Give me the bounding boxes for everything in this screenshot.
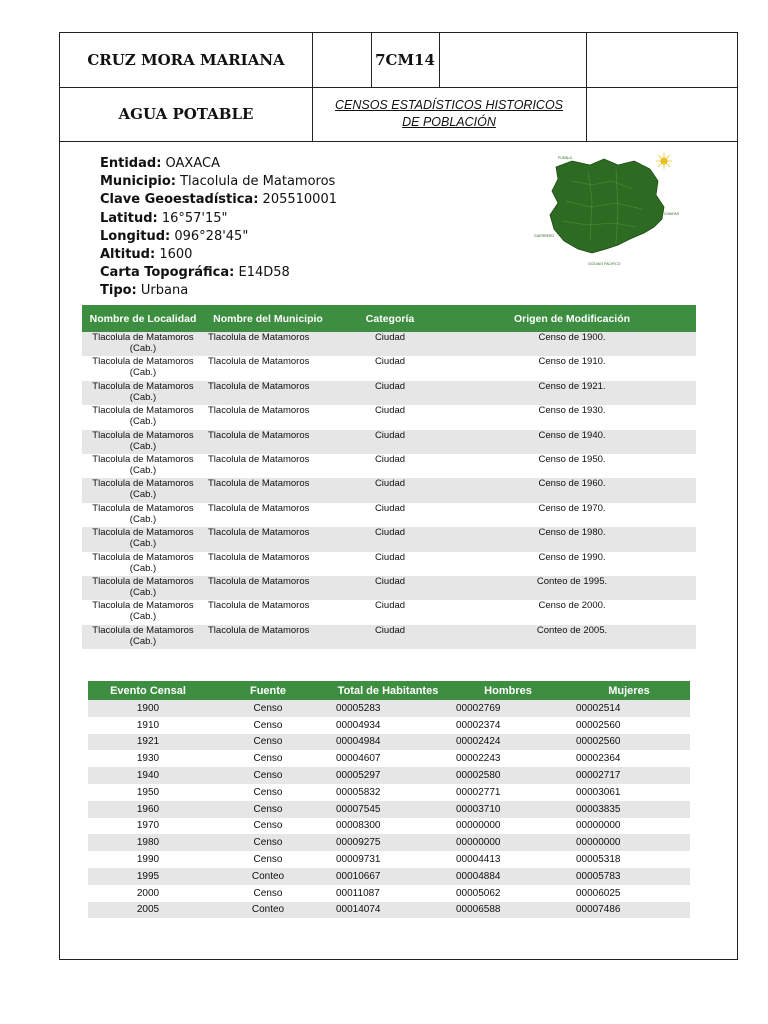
column-divider	[586, 33, 587, 141]
header-municipio: Nombre del Municipio	[204, 305, 332, 332]
header-evento: Evento Censal	[88, 681, 208, 700]
table-row	[88, 750, 690, 767]
table-row	[82, 356, 696, 380]
table-row	[88, 851, 690, 868]
total-cell: 00005832	[336, 786, 381, 798]
total-cell: 00014074	[328, 902, 448, 919]
info-municipio: Municipio: Tlacolula de Matamoros	[100, 174, 336, 190]
total-cell: 00011087	[336, 887, 380, 899]
header-categoria: Categoría	[332, 305, 448, 332]
evento-cell: 1940	[88, 767, 208, 784]
evento-cell: 1960	[88, 801, 208, 818]
table-row	[82, 454, 696, 478]
origen-cell: Censo de 1960.	[448, 478, 696, 502]
localidad-cell: Tlacolula de Matamoros (Cab.)	[82, 332, 204, 356]
categoria-cell: Ciudad	[374, 600, 406, 612]
mujeres-cell: 00000000	[576, 820, 621, 832]
total-cell: 00009731	[336, 854, 381, 866]
table-row	[88, 902, 690, 919]
localidad-cell: Tlacolula de Matamoros (Cab.)	[92, 405, 194, 428]
hombres-cell: 00000000	[456, 820, 501, 832]
table-row	[88, 868, 690, 885]
hombres-cell: 00002374	[456, 719, 501, 731]
column-divider	[439, 33, 440, 87]
localidades-header-row	[82, 305, 696, 332]
mujeres-cell: 00003061	[576, 786, 621, 798]
categoria-cell: Ciudad	[332, 430, 448, 454]
hombres-cell: 00005062	[456, 887, 501, 899]
info-entidad: Entidad: OAXACA	[100, 156, 220, 171]
origen-cell: Censo de 1910.	[538, 356, 606, 368]
total-cell: 00007545	[328, 801, 448, 818]
hombres-cell: 00002580	[448, 767, 568, 784]
hombres-cell: 00002424	[448, 734, 568, 751]
info-clave: Clave Geoestadística: 205510001	[100, 192, 337, 208]
fuente-cell: Censo	[208, 767, 328, 784]
evento-cell: 1970	[136, 820, 160, 832]
info-altitud: Altitud: 1600	[100, 247, 193, 263]
table-row	[88, 818, 690, 835]
origen-cell: Censo de 2000.	[538, 600, 606, 612]
localidad-cell: Tlacolula de Matamoros (Cab.)	[92, 453, 194, 476]
hombres-cell: 00002771	[456, 786, 501, 798]
localidad-cell: Tlacolula de Matamoros (Cab.)	[82, 430, 204, 454]
header-mujeres: Mujeres	[568, 681, 690, 700]
mujeres-cell: 00006025	[576, 887, 621, 899]
group-code: 7CM14	[375, 51, 435, 69]
localidad-cell: Tlacolula de Matamoros (Cab.)	[82, 527, 204, 551]
hombres-cell: 00004884	[448, 868, 568, 885]
localidad-cell: Tlacolula de Matamoros (Cab.)	[92, 356, 194, 379]
censos-table	[88, 681, 690, 918]
localidad-cell: Tlacolula de Matamoros (Cab.)	[82, 381, 204, 405]
origen-cell: Censo de 1970.	[538, 502, 606, 514]
localidad-cell: Tlacolula de Matamoros (Cab.)	[92, 600, 194, 623]
origen-cell: Censo de 1950.	[538, 453, 606, 465]
hombres-cell: 00006588	[448, 902, 568, 919]
table-row	[82, 527, 696, 551]
fuente-cell: Censo	[208, 801, 328, 818]
mujeres-cell: 00005318	[576, 854, 621, 866]
localidad-cell: Tlacolula de Matamoros (Cab.)	[82, 625, 204, 649]
categoria-cell: Ciudad	[332, 332, 448, 356]
svg-text:OCEANO PACIFICO: OCEANO PACIFICO	[588, 262, 621, 266]
municipio-cell: Tlacolula de Matamoros	[204, 576, 332, 600]
hombres-cell: 00002243	[456, 753, 501, 765]
header-localidad: Nombre de Localidad	[82, 305, 204, 332]
total-cell: 00004984	[328, 734, 448, 751]
info-latitud: Latitud: 16°57'15"	[100, 210, 228, 226]
municipio-cell: Tlacolula de Matamoros	[208, 453, 310, 465]
hombres-cell: 00004413	[456, 854, 501, 866]
table-row	[88, 885, 690, 902]
categoria-cell: Ciudad	[332, 478, 448, 502]
categoria-cell: Ciudad	[374, 551, 406, 563]
fuente-cell: Censo	[253, 719, 283, 731]
author-name: CRUZ MORA MARIANA	[87, 51, 285, 69]
localidad-cell: Tlacolula de Matamoros (Cab.)	[92, 502, 194, 525]
categoria-cell: Ciudad	[332, 527, 448, 551]
table-row	[88, 717, 690, 734]
evento-cell: 1990	[136, 854, 160, 866]
total-cell: 00004934	[336, 719, 381, 731]
mujeres-cell: 00003835	[568, 801, 690, 818]
mujeres-cell: 00005783	[568, 868, 690, 885]
categoria-cell: Ciudad	[374, 405, 406, 417]
municipio-cell: Tlacolula de Matamoros	[204, 430, 332, 454]
evento-cell: 1980	[88, 834, 208, 851]
mujeres-cell: 00002717	[568, 767, 690, 784]
evento-cell: 1900	[88, 700, 208, 717]
fuente-cell: Censo	[253, 753, 283, 765]
fuente-cell: Censo	[208, 734, 328, 751]
municipio-cell: Tlacolula de Matamoros	[204, 478, 332, 502]
table-row	[88, 734, 690, 751]
header-bottom-line	[60, 141, 737, 142]
fuente-cell: Censo	[253, 854, 283, 866]
categoria-cell: Ciudad	[332, 625, 448, 649]
hombres-cell: 00002769	[448, 700, 568, 717]
header-fuente: Fuente	[208, 681, 328, 700]
mujeres-cell: 00002560	[576, 719, 621, 731]
categoria-cell: Ciudad	[374, 453, 406, 465]
municipio-cell: Tlacolula de Matamoros	[204, 527, 332, 551]
table-row	[82, 503, 696, 527]
municipio-cell: Tlacolula de Matamoros	[208, 356, 310, 368]
origen-cell: Censo de 1980.	[448, 527, 696, 551]
svg-text:GUERRERO: GUERRERO	[534, 234, 555, 238]
info-tipo: Tipo: Urbana	[100, 283, 189, 299]
municipio-cell: Tlacolula de Matamoros	[204, 381, 332, 405]
evento-cell: 1995	[88, 868, 208, 885]
origen-cell: Censo de 1930.	[538, 405, 606, 417]
categoria-cell: Ciudad	[332, 576, 448, 600]
localidad-cell: Tlacolula de Matamoros (Cab.)	[82, 478, 204, 502]
municipio-cell: Tlacolula de Matamoros	[208, 551, 310, 563]
table-row	[82, 576, 696, 600]
document-title-link[interactable]: CENSOS ESTADÍSTICOS HISTORICOS DE POBLACIÓN	[334, 98, 564, 129]
table-row	[82, 405, 696, 429]
municipio-cell: Tlacolula de Matamoros	[208, 502, 310, 514]
mujeres-cell: 00002514	[568, 700, 690, 717]
categoria-cell: Ciudad	[374, 502, 406, 514]
info-carta: Carta Topográfica: E14D58	[100, 265, 290, 281]
fuente-cell: Censo	[253, 786, 283, 798]
table-row	[88, 801, 690, 818]
table-row	[82, 625, 696, 649]
svg-text:VERACRUZ-LLAVE: VERACRUZ-LLAVE	[624, 174, 656, 178]
locality-info	[100, 155, 337, 301]
svg-text:CHIAPAS: CHIAPAS	[664, 212, 680, 216]
localidad-cell: Tlacolula de Matamoros (Cab.)	[92, 551, 194, 574]
table-row	[88, 784, 690, 801]
table-row	[82, 381, 696, 405]
fuente-cell: Censo	[208, 700, 328, 717]
mujeres-cell: 00002560	[568, 734, 690, 751]
table-row	[88, 700, 690, 717]
table-row	[82, 552, 696, 576]
origen-cell: Censo de 1990.	[538, 551, 606, 563]
document-frame	[59, 32, 738, 960]
fuente-cell: Censo	[208, 834, 328, 851]
table-row	[82, 430, 696, 454]
localidad-cell: Tlacolula de Matamoros (Cab.)	[82, 576, 204, 600]
hombres-cell: 00000000	[448, 834, 568, 851]
table-row	[88, 767, 690, 784]
origen-cell: Conteo de 2005.	[448, 625, 696, 649]
evento-cell: 2000	[136, 887, 160, 899]
categoria-cell: Ciudad	[374, 356, 406, 368]
municipio-cell: Tlacolula de Matamoros	[208, 600, 310, 612]
evento-cell: 1910	[136, 719, 160, 731]
total-cell: 00008300	[336, 820, 381, 832]
column-divider	[312, 33, 313, 141]
fuente-cell: Censo	[253, 887, 283, 899]
censos-header-row	[88, 681, 690, 700]
origen-cell: Conteo de 1995.	[448, 576, 696, 600]
municipio-cell: Tlacolula de Matamoros	[204, 625, 332, 649]
header-total: Total de Habitantes	[328, 681, 448, 700]
table-row	[88, 834, 690, 851]
municipio-cell: Tlacolula de Matamoros	[208, 405, 310, 417]
evento-cell: 1921	[88, 734, 208, 751]
evento-cell: 1950	[136, 786, 160, 798]
header-divider	[60, 87, 737, 88]
table-row	[82, 332, 696, 356]
subject-title: AGUA POTABLE	[118, 105, 254, 123]
total-cell: 00005283	[328, 700, 448, 717]
svg-text:PUEBLA: PUEBLA	[558, 156, 572, 160]
fuente-cell: Conteo	[208, 902, 328, 919]
table-row	[82, 478, 696, 502]
localidades-table	[82, 305, 696, 649]
table-row	[82, 600, 696, 624]
hombres-cell: 00003710	[448, 801, 568, 818]
total-cell: 00004607	[336, 753, 381, 765]
info-longitud: Longitud: 096°28'45"	[100, 228, 249, 244]
categoria-cell: Ciudad	[332, 381, 448, 405]
origen-cell: Censo de 1940.	[448, 430, 696, 454]
mujeres-cell: 00007486	[568, 902, 690, 919]
mujeres-cell: 00002364	[576, 753, 621, 765]
header-origen: Origen de Modificación	[448, 305, 696, 332]
header-hombres: Hombres	[448, 681, 568, 700]
fuente-cell: Censo	[253, 820, 283, 832]
origen-cell: Censo de 1900.	[448, 332, 696, 356]
mujeres-cell: 00000000	[568, 834, 690, 851]
evento-cell: 2005	[88, 902, 208, 919]
oaxaca-map-image	[532, 151, 682, 276]
total-cell: 00009275	[328, 834, 448, 851]
fuente-cell: Conteo	[208, 868, 328, 885]
total-cell: 00005297	[328, 767, 448, 784]
municipio-cell: Tlacolula de Matamoros	[204, 332, 332, 356]
origen-cell: Censo de 1921.	[448, 381, 696, 405]
total-cell: 00010667	[328, 868, 448, 885]
evento-cell: 1930	[136, 753, 160, 765]
